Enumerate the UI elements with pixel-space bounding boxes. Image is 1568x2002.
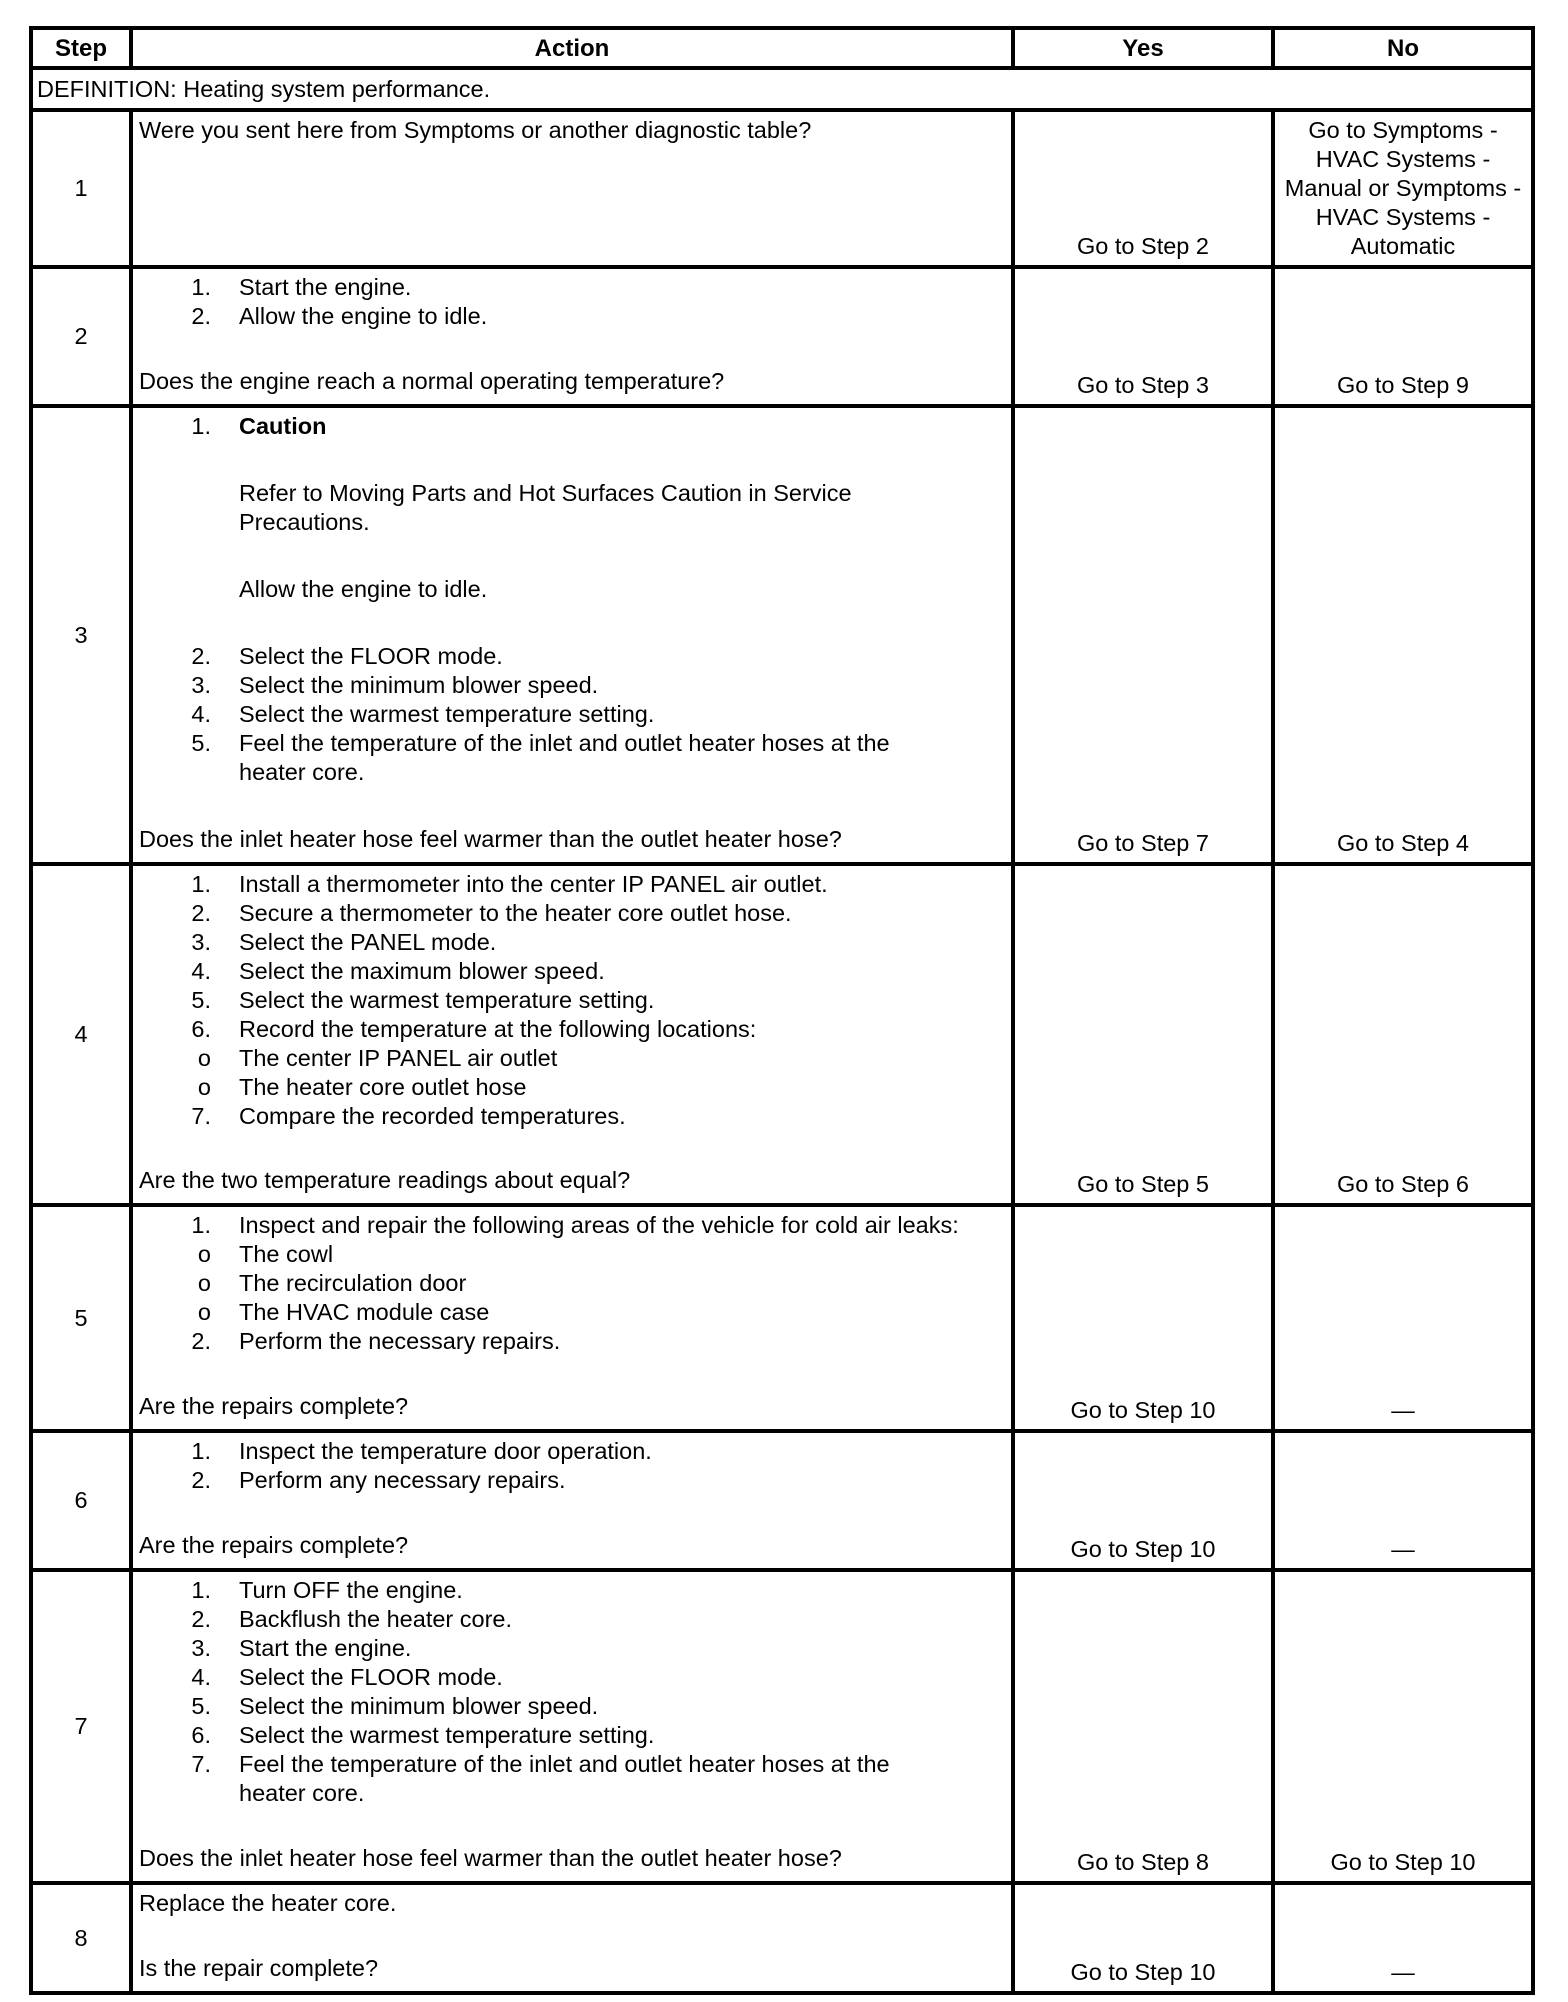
step-number: 6	[31, 1431, 131, 1570]
no-cell: —	[1273, 1431, 1533, 1570]
list-item: 4. Select the maximum blower speed.	[191, 958, 605, 984]
list-item: 5. Feel the temperature of the inlet and outlet heater hoses at the heater core.	[191, 730, 890, 785]
sub-list-item: o The center IP PANEL air outlet	[197, 1045, 558, 1071]
question-text: Are the repairs complete?	[139, 1393, 409, 1419]
question-text: Does the inlet heater hose feel warmer than the outlet heater hose?	[139, 826, 842, 852]
question-text: Are the two temperature readings about equal?	[139, 1167, 631, 1193]
no-cell: —	[1273, 1205, 1533, 1431]
table-row	[31, 267, 1533, 406]
action-cell	[131, 1570, 1013, 1883]
header-step: Step	[31, 28, 131, 68]
step-number: 2	[31, 267, 131, 406]
no-cell: Go to Symptoms - HVAC Systems - Manual or Symptoms - HVAC Systems - Automatic	[1273, 110, 1533, 267]
list-item: 2. Perform any necessary repairs.	[191, 1467, 566, 1493]
action-cell	[131, 1883, 1013, 1993]
sub-list-item: o The recirculation door	[197, 1270, 467, 1296]
action-cell	[131, 110, 1013, 267]
action-cell	[131, 864, 1013, 1205]
action-cell	[131, 1205, 1013, 1431]
no-cell: Go to Step 6	[1273, 864, 1533, 1205]
no-cell: Go to Step 9	[1273, 267, 1533, 406]
list-item: 1. Start the engine.	[191, 274, 412, 300]
list-item: 6. Select the warmest temperature setting.	[191, 1722, 655, 1748]
sub-list-item: o The heater core outlet hose	[197, 1074, 527, 1100]
list-item: 2. Allow the engine to idle.	[191, 303, 488, 329]
caution-text: Refer to Moving Parts and Hot Surfaces Caution in Service Precautions.	[239, 480, 852, 535]
header-action: Action	[131, 28, 1013, 68]
step-number: 1	[31, 110, 131, 267]
step-number: 7	[31, 1570, 131, 1883]
yes-cell: Go to Step 5	[1013, 864, 1273, 1205]
table-row	[31, 406, 1533, 864]
action-cell	[131, 1431, 1013, 1570]
yes-cell: Go to Step 10	[1013, 1205, 1273, 1431]
step-number: 4	[31, 864, 131, 1205]
yes-cell: Go to Step 3	[1013, 267, 1273, 406]
definition-row	[31, 68, 1533, 110]
yes-cell: Go to Step 7	[1013, 406, 1273, 864]
list-item: 5. Select the warmest temperature setting.	[191, 987, 655, 1013]
list-item: 1. Inspect the temperature door operation.	[191, 1438, 652, 1464]
list-item: 2. Secure a thermometer to the heater core outlet hose.	[191, 900, 792, 926]
yes-cell: Go to Step 2	[1013, 110, 1273, 267]
question-text: Are the repairs complete?	[139, 1532, 409, 1558]
list-item: 1. Inspect and repair the following areas of the vehicle for cold air leaks:	[191, 1212, 959, 1238]
table-row	[31, 110, 1533, 267]
list-item: 4. Select the FLOOR mode.	[191, 1664, 503, 1690]
list-item: 7. Feel the temperature of the inlet and outlet heater hoses at the heater core.	[191, 1751, 890, 1806]
action-text: Were you sent here from Symptoms or another diagnostic table?	[139, 117, 812, 143]
diagnostic-table	[29, 26, 1535, 1995]
no-cell: Go to Step 4	[1273, 406, 1533, 864]
no-cell: Go to Step 10	[1273, 1570, 1533, 1883]
no-cell: —	[1273, 1883, 1533, 1993]
list-item: 7. Compare the recorded temperatures.	[191, 1103, 626, 1129]
diagnostic-table-document	[29, 26, 1531, 1995]
yes-cell: Go to Step 10	[1013, 1883, 1273, 1993]
caution-after-text: Allow the engine to idle.	[239, 576, 488, 602]
table-row	[31, 1205, 1533, 1431]
table-row	[31, 864, 1533, 1205]
table-row	[31, 1570, 1533, 1883]
action-text: Replace the heater core.	[139, 1890, 397, 1916]
header-yes: Yes	[1013, 28, 1273, 68]
list-item: 1. Turn OFF the engine.	[191, 1577, 463, 1603]
sub-list-item: o The cowl	[197, 1241, 334, 1267]
header-row	[31, 28, 1533, 68]
list-item: 6. Record the temperature at the following locations:	[191, 1016, 757, 1042]
caution-label: Caution	[239, 413, 327, 439]
list-item: 1. Install a thermometer into the center IP PANEL air outlet.	[191, 871, 828, 897]
list-item: 2. Backflush the heater core.	[191, 1606, 513, 1632]
list-item: 3. Select the PANEL mode.	[191, 929, 497, 955]
yes-cell: Go to Step 8	[1013, 1570, 1273, 1883]
list-item: 1. Caution	[139, 412, 1005, 441]
list-item: 3. Select the minimum blower speed.	[191, 672, 599, 698]
yes-cell: Go to Step 10	[1013, 1431, 1273, 1570]
step-number: 5	[31, 1205, 131, 1431]
header-no: No	[1273, 28, 1533, 68]
question-text: Does the inlet heater hose feel warmer than the outlet heater hose?	[139, 1845, 842, 1871]
action-cell	[131, 267, 1013, 406]
definition-text: DEFINITION: Heating system performance.	[31, 68, 1533, 110]
table-row	[31, 1431, 1533, 1570]
table-row	[31, 1883, 1533, 1993]
list-item: 5. Select the minimum blower speed.	[191, 1693, 599, 1719]
step-number: 3	[31, 406, 131, 864]
list-item: 2. Select the FLOOR mode.	[191, 643, 503, 669]
list-item: 2. Perform the necessary repairs.	[191, 1328, 561, 1354]
list-item: 3. Start the engine.	[191, 1635, 412, 1661]
action-cell	[131, 406, 1013, 864]
question-text: Is the repair complete?	[139, 1955, 379, 1981]
question-text: Does the engine reach a normal operating temperature?	[139, 368, 725, 394]
sub-list-item: o The HVAC module case	[197, 1299, 490, 1325]
step-number: 8	[31, 1883, 131, 1993]
list-item: 4. Select the warmest temperature setting.	[191, 701, 655, 727]
